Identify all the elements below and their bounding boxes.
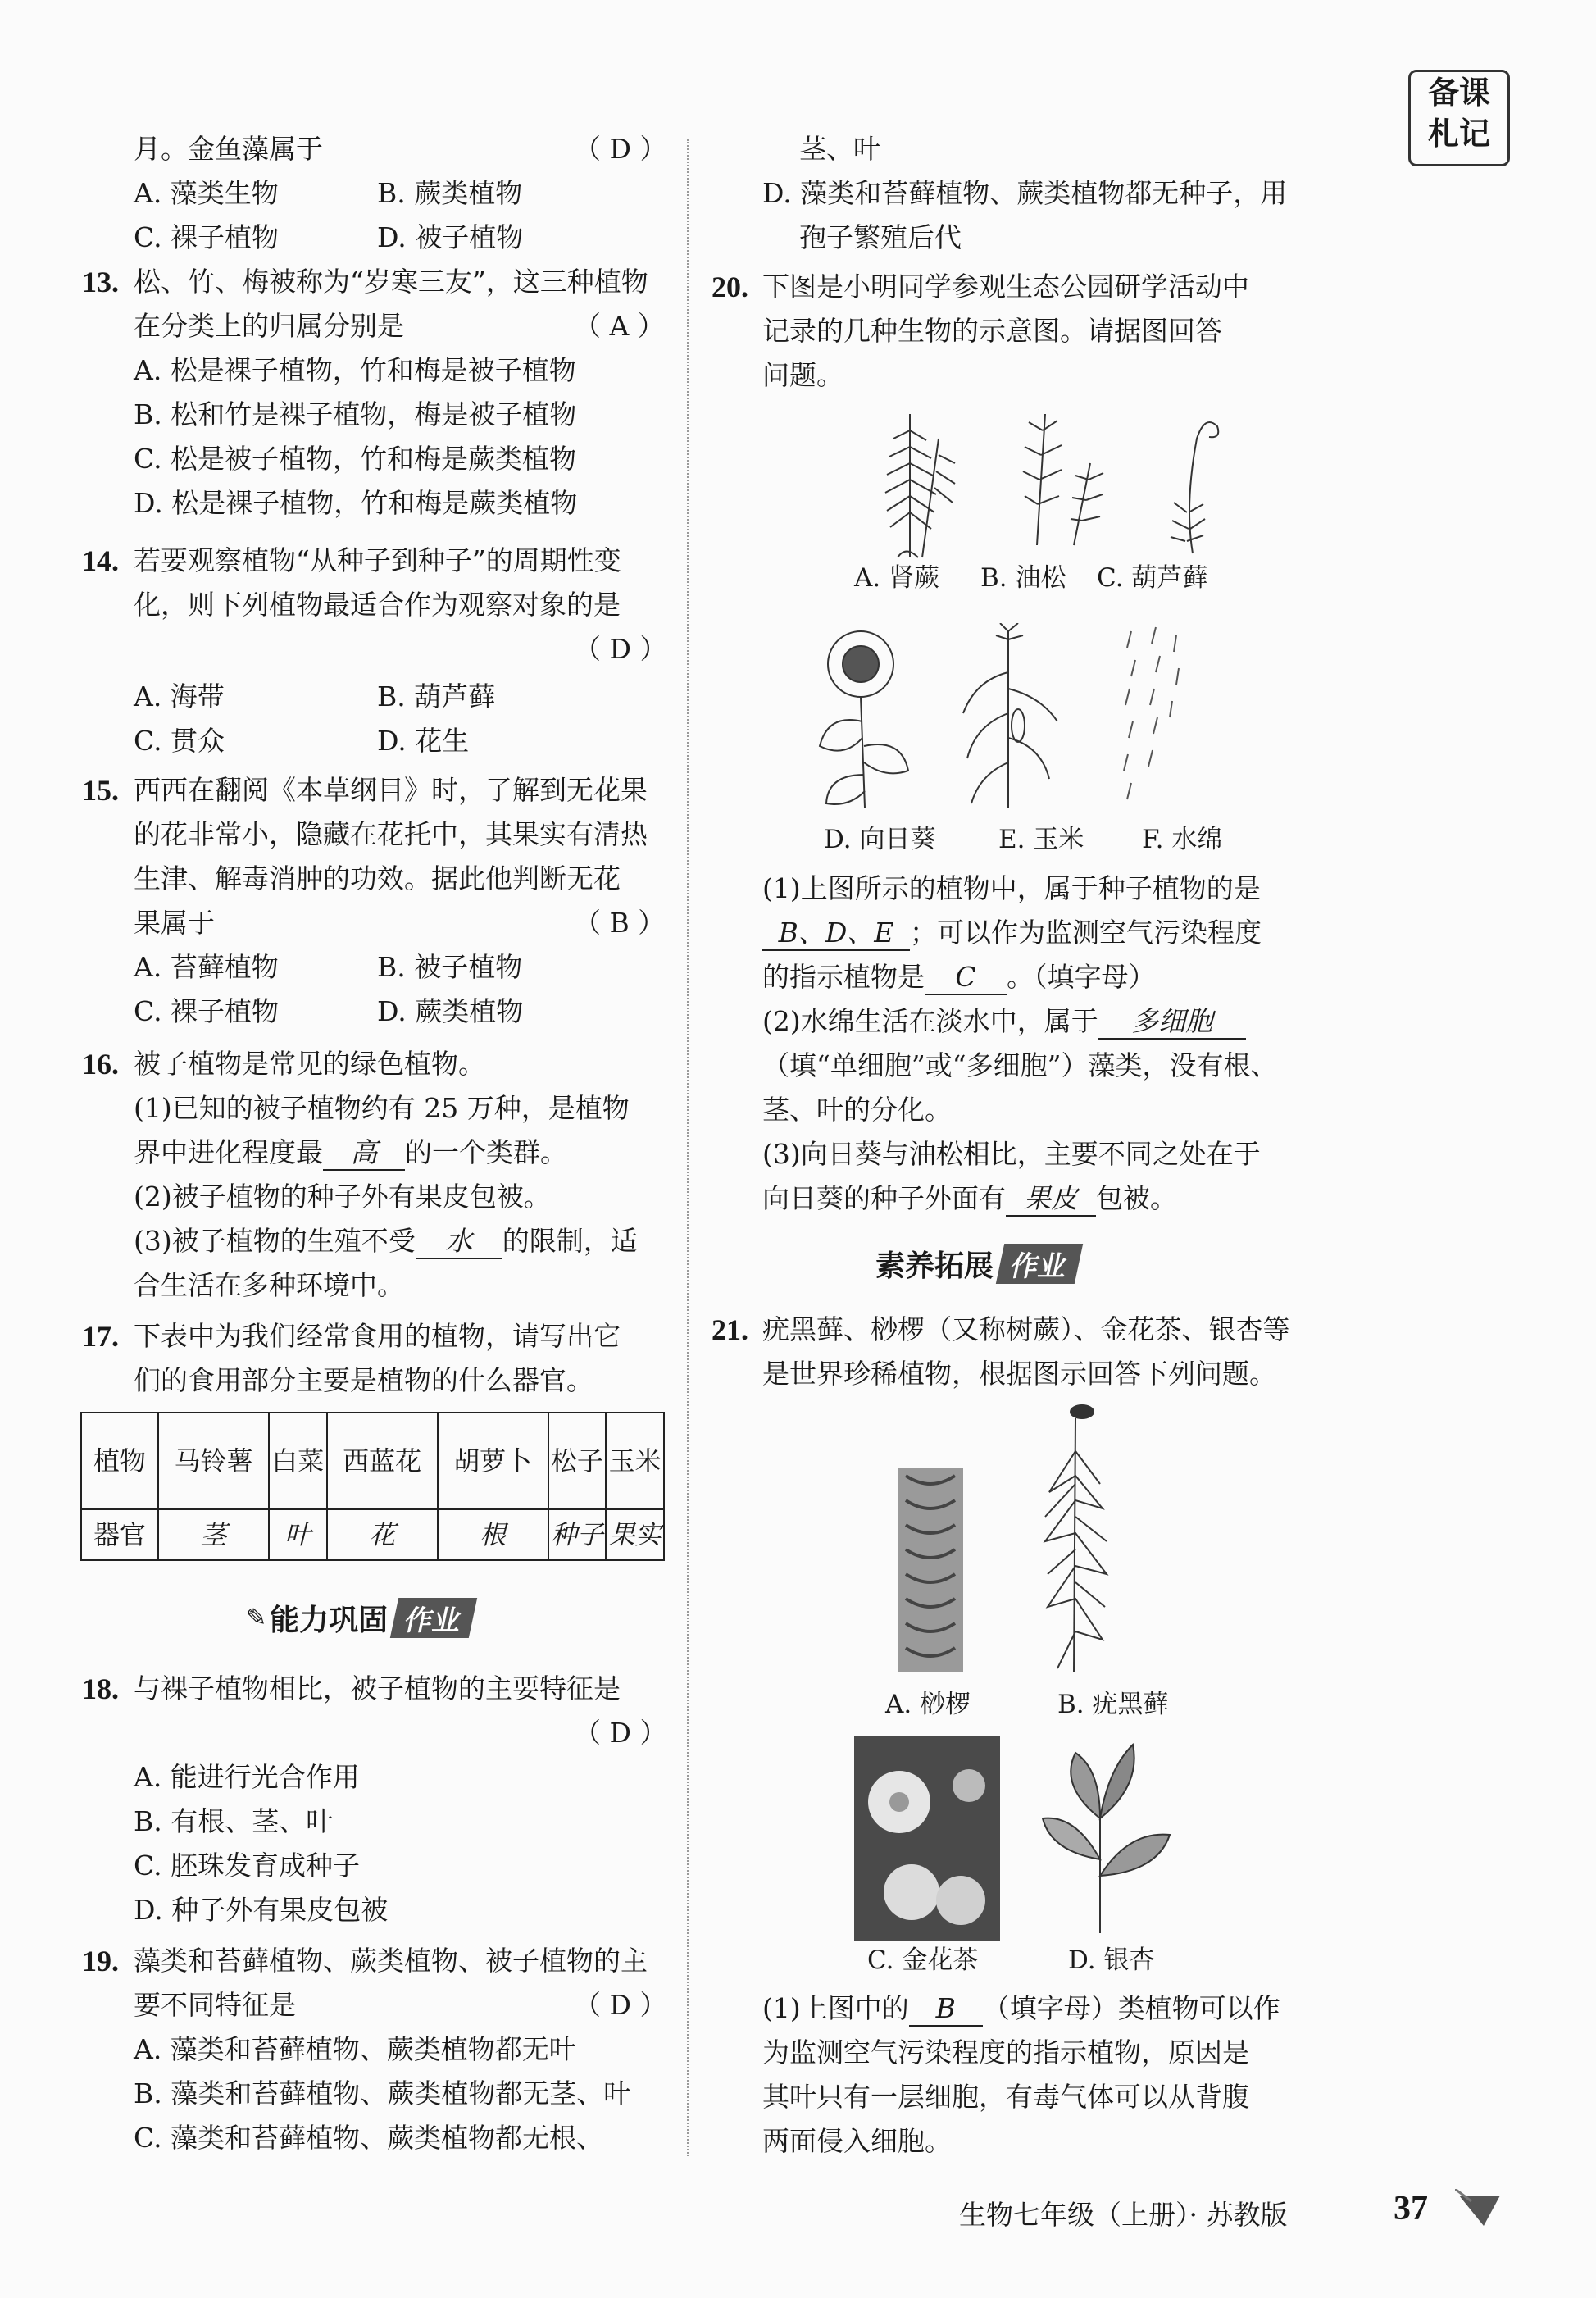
- q15-line-1: 西西在翻阅《本草纲目》时，了解到无花果: [134, 774, 648, 806]
- camellia-photo: [854, 1736, 1000, 1941]
- q21-caption-d: D. 银杏: [1068, 1945, 1155, 1975]
- q20-line-2: 记录的几种生物的示意图。请据图回答: [762, 315, 1222, 347]
- q12-line: 月。金鱼藻属于: [134, 133, 323, 165]
- q16-sub3-post: 的限制，适: [502, 1225, 638, 1257]
- q15-option-d: D. 蕨类植物: [377, 995, 524, 1027]
- q16-sub1-pre: 界中进化程度最: [134, 1136, 323, 1168]
- q16-sub1-line-1: (1)已知的被子植物约有 25 万种，是植物: [134, 1092, 630, 1124]
- tree-fern-illustration: [898, 1468, 963, 1672]
- q19-option-a: A. 藻类和苔藓植物、蕨类植物都无叶: [134, 2033, 576, 2065]
- q13-option-c: C. 松是被子植物，竹和梅是蕨类植物: [134, 443, 577, 475]
- section-title: 素养拓展: [875, 1249, 994, 1283]
- section-tag: 作业: [390, 1598, 477, 1638]
- q14-number: 14.: [82, 544, 119, 577]
- q14-option-a: A. 海带: [134, 680, 225, 712]
- q20-line-1: 下图是小明同学参观生态公园研学活动中: [762, 271, 1249, 303]
- table-cell: 根: [438, 1509, 548, 1560]
- q21-number: 21.: [712, 1313, 748, 1346]
- moss-illustration: [1171, 422, 1218, 553]
- q17-table: [80, 1412, 665, 1561]
- table-header-cell: 马铃薯: [158, 1413, 269, 1509]
- q14-line-2: 化，则下列植物最适合作为观察对象的是: [134, 589, 621, 621]
- badge-line-1: 备课: [1427, 74, 1490, 111]
- q18-line: 与裸子植物相比，被子植物的主要特征是: [134, 1672, 621, 1704]
- section-tag: 作业: [996, 1244, 1083, 1284]
- page-corner-ornament: [1455, 2189, 1504, 2230]
- q20-sub1-line-1: (1)上图所示的植物中，属于种子植物的是: [762, 872, 1261, 904]
- q20-sub3-line-1: (3)向日葵与油松相比，主要不同之处在于: [762, 1138, 1261, 1170]
- q14-option-c: C. 贯众: [134, 725, 225, 757]
- q20-sub3-pre: 向日葵的种子外面有: [762, 1182, 1006, 1214]
- section-header-extension: [875, 1243, 1079, 1284]
- q19-number: 19.: [82, 1945, 119, 1977]
- fern-illustration: [885, 414, 955, 557]
- q13-line-2: 在分类上的归属分别是: [134, 310, 404, 342]
- q21-sub1-line-3: 其叶只有一层细胞，有毒气体可以从背腹: [762, 2081, 1249, 2113]
- q21-sub1-answer: B: [909, 1992, 983, 2027]
- table-cell: 茎: [158, 1509, 269, 1560]
- q12-option-b: B. 蕨类植物: [377, 177, 523, 209]
- table-header-cell: 松子: [548, 1413, 607, 1509]
- q20-sub2-line-1: [762, 1005, 1246, 1040]
- q13-option-b: B. 松和竹是裸子植物，梅是被子植物: [134, 398, 577, 430]
- ginkgo-illustration: [1043, 1745, 1170, 1933]
- q16-sub3-line-1: [134, 1225, 638, 1259]
- footer-book-title: 生物七年级（上册）· 苏教版: [959, 2199, 1288, 2231]
- q20-figure-row-2: [803, 623, 1230, 812]
- q20-sub3-post: 包被。: [1096, 1182, 1177, 1214]
- q21-figure-row-1: [885, 1402, 1164, 1681]
- q18-option-a: A. 能进行光合作用: [134, 1761, 360, 1793]
- q19-answer: （ D ）: [574, 1989, 667, 2021]
- spirogyra-illustration: [1124, 627, 1179, 799]
- q19-line-1: 藻类和苔藓植物、蕨类植物、被子植物的主: [134, 1945, 648, 1977]
- table-header-cell: 玉米: [606, 1413, 664, 1509]
- q12-option-a: A. 藻类生物: [134, 177, 279, 209]
- table-header-cell: 植物: [81, 1413, 158, 1509]
- q15-line-4: 果属于: [134, 907, 215, 939]
- q15-option-b: B. 被子植物: [377, 951, 523, 983]
- q20-sub2-line-2: （填“单细胞”或“多细胞”）藻类，没有根、: [762, 1049, 1278, 1081]
- q20-sub3-line-2: [762, 1182, 1177, 1217]
- corn-illustration: [963, 623, 1057, 808]
- q18-option-d: D. 种子外有果皮包被: [134, 1894, 389, 1926]
- q21-sub1-line-1: [762, 1992, 1280, 2027]
- q21-sub1-line-4: 两面侵入细胞。: [762, 2125, 952, 2157]
- q18-option-c: C. 胚珠发育成种子: [134, 1850, 361, 1882]
- q19-option-b: B. 藻类和苔藓植物、蕨类植物都无茎、叶: [134, 2077, 631, 2109]
- pine-illustration: [1023, 414, 1103, 545]
- q20-caption-b: B. 油松: [980, 563, 1066, 593]
- q20-caption-a: A. 肾蕨: [854, 563, 940, 593]
- q18-number: 18.: [82, 1672, 119, 1705]
- q21-sub1-pre: (1)上图中的: [762, 1992, 909, 2024]
- q20-sub1-post: ；可以作为监测空气污染程度: [910, 917, 1262, 949]
- q16-sub3-line-2: 合生活在多种环境中。: [134, 1269, 404, 1301]
- q20-sub2-line-3: 茎、叶的分化。: [762, 1094, 952, 1126]
- q16-sub3-pre: (3)被子植物的生殖不受: [134, 1225, 416, 1257]
- q15-answer: （ B ）: [574, 907, 666, 939]
- table-cell: 器官: [81, 1509, 158, 1560]
- q20-sub1-line-2: [762, 917, 1262, 951]
- q15-line-3: 生津、解毒消肿的功效。据此他判断无花: [134, 862, 621, 894]
- q12-option-c: C. 裸子植物: [134, 221, 280, 253]
- q13-line-1: 松、竹、梅被称为“岁寒三友”，这三种植物: [134, 266, 648, 298]
- q16-line: 被子植物是常见的绿色植物。: [134, 1048, 485, 1080]
- section-header-ability: [246, 1597, 473, 1638]
- q20-caption-f: F. 水绵: [1142, 825, 1223, 854]
- table-row: [81, 1509, 664, 1560]
- q17-line-1: 下表中为我们经常食用的植物，请写出它: [134, 1320, 621, 1352]
- table-header-cell: 白菜: [269, 1413, 327, 1509]
- q14-option-b: B. 葫芦藓: [377, 680, 496, 712]
- q21-sub1-post: （填字母）类植物可以作: [982, 1992, 1280, 2024]
- q17-line-2: 们的食用部分主要是植物的什么器官。: [134, 1364, 593, 1396]
- q20-figure-row-1: [861, 406, 1287, 562]
- q20-line-3: 问题。: [762, 359, 843, 391]
- q18-option-b: B. 有根、茎、叶: [134, 1805, 334, 1837]
- q20-number: 20.: [712, 271, 748, 303]
- q15-number: 15.: [82, 774, 119, 807]
- table-cell: 果实: [606, 1509, 664, 1560]
- q20-sub2-pre: (2)水绵生活在淡水中，属于: [762, 1005, 1098, 1037]
- q19-continuation-2: 孢子繁殖后代: [799, 221, 962, 253]
- table-header-cell: 西蓝花: [327, 1413, 438, 1509]
- q20-caption-e: E. 玉米: [998, 825, 1084, 854]
- q21-figure-row-2: [854, 1736, 1198, 1941]
- q16-sub1-answer: 高: [323, 1136, 405, 1171]
- q19-continuation-1: 茎、叶: [799, 133, 880, 165]
- q14-option-d: D. 花生: [377, 725, 470, 757]
- q19-line-2: 要不同特征是: [134, 1989, 296, 2021]
- q21-caption-a: A. 桫椤: [885, 1690, 971, 1719]
- table-cell: 种子: [548, 1509, 607, 1560]
- badge-line-2: 札记: [1427, 115, 1490, 152]
- q20-sub1-pre: 的指示植物是: [762, 961, 925, 993]
- q12-answer: （ D ）: [574, 133, 667, 165]
- table-cell: 花: [327, 1509, 438, 1560]
- q21-line-1: 疣黑藓、桫椤（又称树蕨）、金花茶、银杏等: [762, 1313, 1290, 1345]
- q15-line-2: 的花非常小，隐藏在花托中，其果实有清热: [134, 818, 648, 850]
- q19-option-c: C. 藻类和苔藓植物、蕨类植物都无根、: [134, 2122, 604, 2154]
- pen-icon: ✎: [246, 1603, 267, 1632]
- q13-option-d: D. 松是裸子植物，竹和梅是蕨类植物: [134, 487, 578, 519]
- q16-sub1-line-2: [134, 1136, 567, 1171]
- q13-answer: （ A ）: [574, 310, 665, 342]
- table-header-cell: 胡萝卜: [438, 1413, 548, 1509]
- q16-sub3-answer: 水: [416, 1225, 502, 1259]
- section-title: 能力巩固: [270, 1603, 389, 1637]
- q17-number: 17.: [82, 1320, 119, 1353]
- column-divider: [687, 139, 689, 2156]
- q13-number: 13.: [82, 266, 119, 298]
- q14-line-1: 若要观察植物“从种子到种子”的周期性变: [134, 544, 621, 576]
- q13-option-a: A. 松是裸子植物，竹和梅是被子植物: [134, 354, 576, 386]
- q14-answer: （ D ）: [574, 633, 667, 665]
- moss-leaf-illustration: [1045, 1405, 1107, 1672]
- q20-caption-d: D. 向日葵: [824, 825, 936, 854]
- q20-sub1-post-2: 。（填字母）: [1007, 961, 1156, 993]
- q15-option-c: C. 裸子植物: [134, 995, 280, 1027]
- q12-option-d: D. 被子植物: [377, 221, 524, 253]
- q20-sub1-answer-1: B、D、E: [762, 917, 910, 951]
- q20-sub2-answer: 多细胞: [1098, 1005, 1246, 1040]
- q16-sub2: (2)被子植物的种子外有果皮包被。: [134, 1181, 551, 1213]
- lesson-notes-badge: [1408, 70, 1510, 166]
- q16-number: 16.: [82, 1048, 119, 1081]
- page-number: 37: [1394, 2190, 1428, 2227]
- q15-option-a: A. 苔藓植物: [134, 951, 279, 983]
- table-row: [81, 1413, 664, 1509]
- q21-sub1-line-2: 为监测空气污染程度的指示植物，原因是: [762, 2036, 1249, 2068]
- q20-sub1-answer-2: C: [925, 961, 1007, 995]
- q18-answer: （ D ）: [574, 1717, 667, 1749]
- sunflower-illustration: [820, 631, 908, 808]
- table-cell: 叶: [269, 1509, 327, 1560]
- q19-option-d: D. 藻类和苔藓植物、蕨类植物都无种子，用: [762, 177, 1288, 209]
- q21-line-2: 是世界珍稀植物，根据图示回答下列问题。: [762, 1358, 1276, 1390]
- q20-sub1-line-3: [762, 961, 1156, 995]
- q21-caption-b: B. 疣黑藓: [1057, 1690, 1169, 1719]
- q20-sub3-answer: 果皮: [1006, 1182, 1096, 1217]
- q21-caption-c: C. 金花茶: [867, 1945, 979, 1975]
- q20-caption-c: C. 葫芦藓: [1097, 563, 1208, 593]
- q16-sub1-post: 的一个类群。: [405, 1136, 567, 1168]
